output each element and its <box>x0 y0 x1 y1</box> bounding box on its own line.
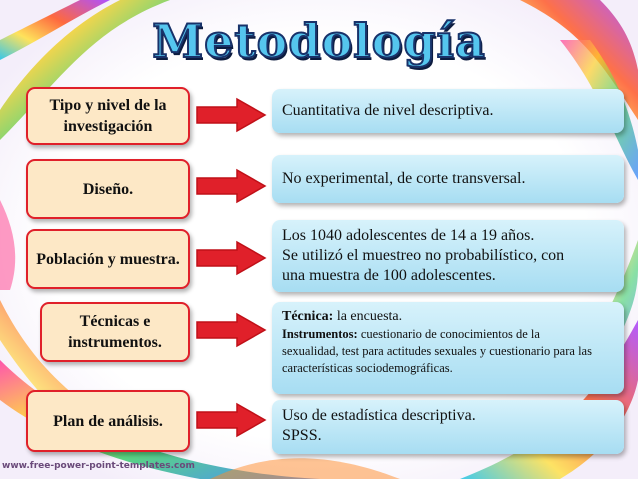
tecnica-label: Técnica: <box>282 309 334 324</box>
tecnica-line <box>282 307 614 326</box>
value-line: SPSS. <box>282 427 322 444</box>
label-text: Técnicas e instrumentos. <box>68 313 162 351</box>
label-poblacion <box>26 229 190 289</box>
value-line: Uso de estadística descriptiva. <box>282 407 476 424</box>
label-plan <box>26 390 190 452</box>
arrow-right-icon <box>195 240 267 276</box>
instrumentos-value: cuestionario de conocimientos de la sexualidad, test para actitudes sexuales y cuestionario para las características sociodemográficas. <box>282 327 592 375</box>
footer-watermark: www.free-power-point-templates.com <box>2 461 195 471</box>
label-text: Plan de análisis. <box>53 412 163 430</box>
value-line: Los 1040 adolescentes de 14 a 19 años. <box>282 227 535 244</box>
value-tecnicas <box>272 302 624 394</box>
page-title: Metodología <box>152 14 486 68</box>
value-diseno <box>272 155 624 203</box>
arrow-right-icon <box>195 97 267 133</box>
value-line: No experimental, de corte transversal. <box>282 170 526 187</box>
label-tecnicas <box>40 302 190 362</box>
value-poblacion <box>272 220 624 292</box>
instrumentos-block <box>282 326 592 377</box>
arrow-right-icon <box>195 168 267 204</box>
value-line: Se utilizó el muestreo no probabilístico, con <box>282 247 565 264</box>
value-line: una muestra de 100 adolescentes. <box>282 267 496 284</box>
label-tipo-nivel <box>26 87 190 145</box>
instrumentos-label: Instrumentos: <box>282 327 358 341</box>
value-line: Cuantitativa de nivel descriptiva. <box>282 102 494 119</box>
label-text: Tipo y nivel de la investigación <box>49 97 167 135</box>
label-text: Diseño. <box>82 180 134 198</box>
value-tipo-nivel <box>272 89 624 133</box>
label-text: Población y muestra. <box>36 250 180 268</box>
arrow-right-icon <box>195 402 267 438</box>
value-plan <box>272 400 624 454</box>
tecnica-value: la encuesta. <box>336 309 403 324</box>
label-diseno <box>26 159 190 219</box>
arrow-right-icon <box>195 312 267 348</box>
